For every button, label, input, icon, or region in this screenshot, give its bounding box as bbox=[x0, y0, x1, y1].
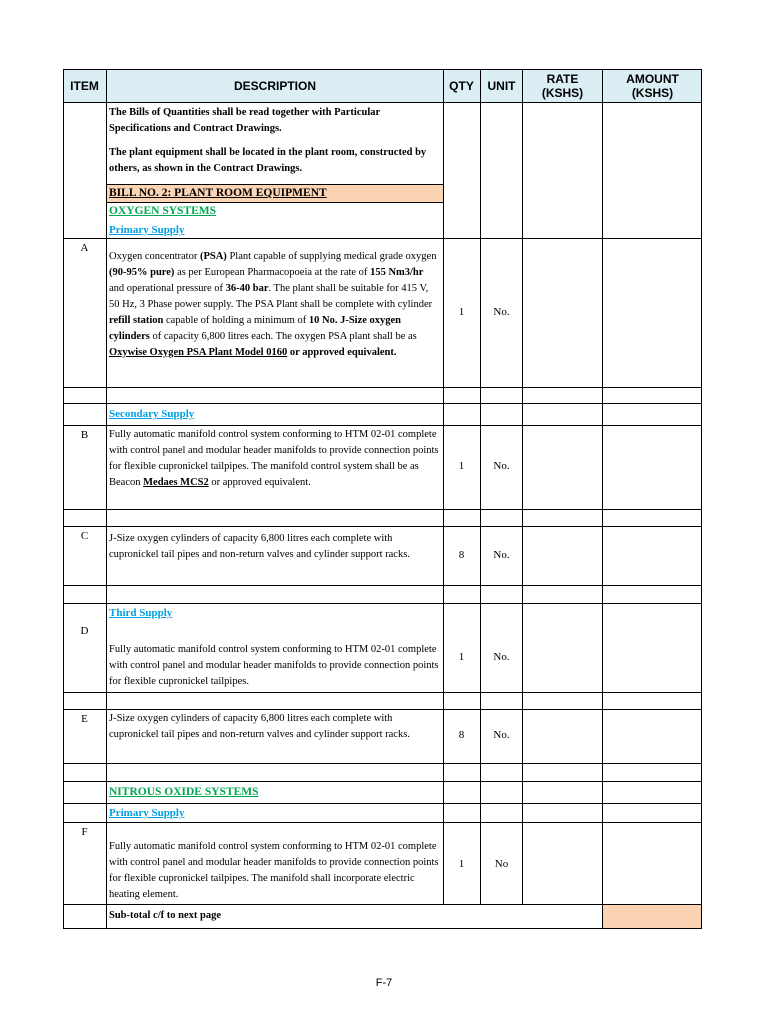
item-unit: No. bbox=[493, 729, 510, 741]
intro-paragraph: The Bills of Quantities shall be read together with Particular Specifications and Contract Drawings. bbox=[109, 107, 380, 134]
item-description-f: Fully automatic manifold control system conforming to HTM 02-01 complete with control panel and modular header manifolds to provide connection points for flexible cupronickel tailpipes. The manifold shall incorporate electric heating element. bbox=[109, 841, 439, 900]
col-header-rate: RATE (KSHS) bbox=[541, 71, 584, 100]
row-divider bbox=[63, 403, 702, 404]
col-header-qty: QTY bbox=[449, 78, 474, 93]
subheading-nitrous-primary-supply: Primary Supply bbox=[109, 807, 185, 819]
item-description-c: J-Size oxygen cylinders of capacity 6,800 litres each complete with cupronickel tail pipes and non-return valves and cylinder support racks. bbox=[109, 533, 410, 560]
subheading-secondary-supply: Secondary Supply bbox=[109, 408, 195, 420]
row-divider bbox=[63, 692, 702, 693]
col-header-unit: UNIT bbox=[487, 78, 516, 93]
page-number: F-7 bbox=[375, 977, 393, 989]
item-qty: 1 bbox=[458, 858, 465, 870]
section-heading-nitrous-oxide: NITROUS OXIDE SYSTEMS bbox=[109, 786, 259, 798]
row-divider bbox=[63, 425, 702, 426]
row-divider bbox=[63, 781, 702, 782]
subheading-third-supply: Third Supply bbox=[109, 607, 173, 619]
item-description-b: Fully automatic manifold control system conforming to HTM 02-01 complete with control panel and modular header manifolds to provide connection points for flexible cupronickel tailpipes. The manifold control system shall be as Beacon Medaes MCS2 or approved equivalent. bbox=[109, 429, 439, 488]
row-divider bbox=[63, 526, 702, 527]
row-divider bbox=[63, 603, 702, 604]
item-description-a: Oxygen concentrator (PSA) Plant capable of supplying medical grade oxygen (90-95% pure) as per European Pharmacopoeia at the rate of 155 Nm3/hr and operational pressure of 36-40 bar. The plant shall be suitable for 415 V, 50 Hz, 3 Phase power supply. The PSA Plant shall be complete with cylinder refill station capable of holding a minimum of 10 No. J-Size oxygen cylinders of capacity 6,800 litres each. The oxygen PSA plant shall be as Oxywise Oxygen PSA Plant Model 0160 or approved equivalent. bbox=[109, 251, 437, 358]
row-divider bbox=[63, 387, 702, 388]
col-divider bbox=[443, 69, 444, 905]
col-header-amount: AMOUNT (KSHS) bbox=[626, 71, 679, 100]
item-unit: No bbox=[494, 858, 509, 870]
row-divider bbox=[63, 585, 702, 586]
item-letter: D bbox=[80, 625, 89, 637]
item-qty: 8 bbox=[458, 729, 465, 741]
item-qty: 1 bbox=[458, 651, 465, 663]
item-letter: B bbox=[80, 429, 89, 441]
col-divider bbox=[522, 69, 523, 905]
subtotal-label: Sub-total c/f to next page bbox=[109, 910, 221, 921]
row-divider bbox=[63, 102, 702, 103]
item-unit: No. bbox=[493, 651, 510, 663]
col-divider bbox=[106, 69, 107, 929]
intro-paragraph: The plant equipment shall be located in the plant room, constructed by others, as shown in the Contract Drawings. bbox=[109, 147, 427, 174]
bill-title: BILL NO. 2: PLANT ROOM EQUIPMENT bbox=[109, 187, 327, 199]
item-description-e: J-Size oxygen cylinders of capacity 6,800 litres each complete with cupronickel tail pipes and non-return valves and cylinder support racks. bbox=[109, 713, 410, 740]
item-unit: No. bbox=[493, 549, 510, 561]
item-letter: E bbox=[81, 713, 88, 725]
row-divider bbox=[63, 822, 702, 823]
item-description-d: Fully automatic manifold control system conforming to HTM 02-01 complete with control panel and modular header manifolds to provide connection points for flexible cupronickel tailpipes. bbox=[109, 644, 439, 687]
item-qty: 1 bbox=[458, 460, 465, 472]
row-divider bbox=[63, 803, 702, 804]
row-divider bbox=[63, 763, 702, 764]
item-letter: C bbox=[80, 530, 89, 542]
col-divider bbox=[602, 69, 603, 929]
item-unit: No. bbox=[493, 306, 510, 318]
row-divider bbox=[63, 904, 702, 905]
item-unit: No. bbox=[493, 460, 510, 472]
item-qty: 8 bbox=[458, 549, 465, 561]
section-heading-oxygen: OXYGEN SYSTEMS bbox=[109, 205, 217, 217]
row-divider bbox=[63, 238, 702, 239]
item-letter: F bbox=[81, 826, 88, 838]
subheading-primary-supply: Primary Supply bbox=[109, 224, 185, 236]
row-divider bbox=[63, 509, 702, 510]
item-letter: A bbox=[80, 242, 89, 254]
col-header-item: ITEM bbox=[70, 78, 99, 93]
col-divider bbox=[480, 69, 481, 905]
item-qty: 1 bbox=[458, 306, 465, 318]
row-divider bbox=[63, 709, 702, 710]
col-header-description: DESCRIPTION bbox=[233, 78, 316, 93]
